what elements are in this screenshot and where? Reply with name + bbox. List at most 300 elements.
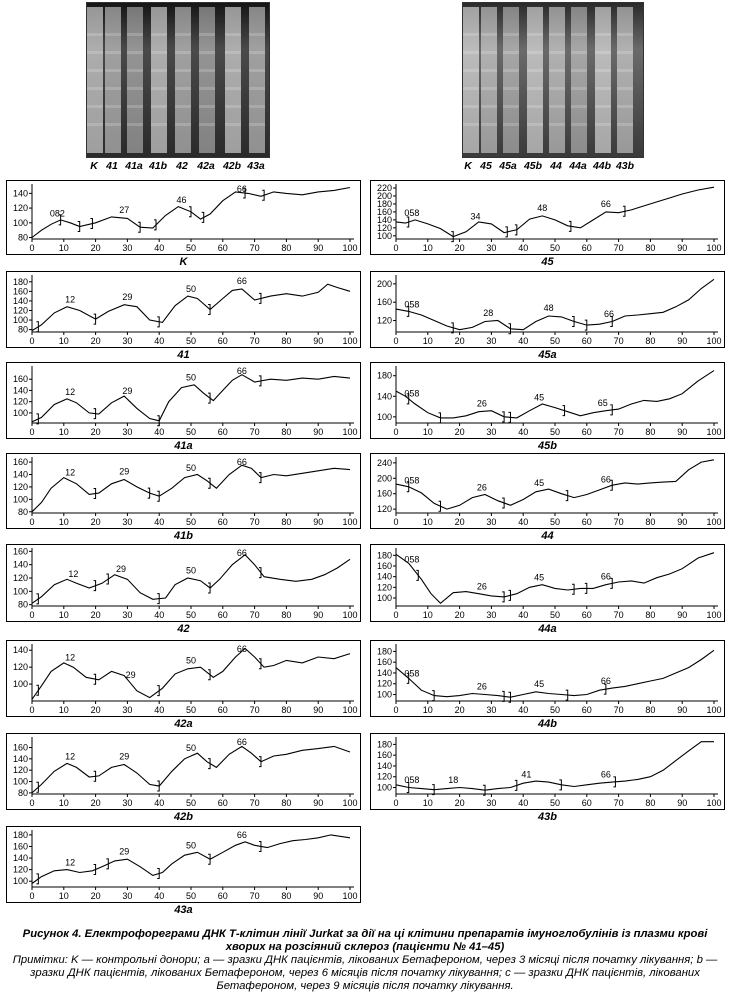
x-tick-label: 100 [706,243,722,253]
x-tick-label: 80 [645,705,656,715]
x-tick-label: 30 [122,891,133,901]
peak-label: 12 [65,467,76,478]
x-tick-label: 40 [154,427,165,437]
x-tick-label: 30 [486,798,497,808]
x-tick-label: 20 [90,610,101,620]
peak-label: 66 [600,198,611,209]
gel-band [617,87,633,90]
gel-band [549,105,565,108]
densitogram-45 [370,180,725,271]
caption-note: Примітки: K — контрольні донори; а — зразки ДНК пацієнтів, лікованих Бетафероном, через 3 місяці після початку лікування; b — зразки ДНК пацієнтів, лікованих Бетафероном, через 6 місяців після початку лікування; c — зразки ДНК пацієнтів, лікованих Бетафероном, через 9 місяців після початку лікування. [12,954,718,992]
gel-band [175,123,191,126]
gel-band [249,33,265,36]
gel-lane [595,7,611,153]
gel-band [127,51,143,54]
x-tick-label: 50 [549,427,561,437]
x-tick-label: 20 [454,336,465,346]
x-tick-label: 10 [422,243,433,253]
x-tick-label: 70 [613,705,624,715]
x-tick-label: 50 [185,798,197,808]
gel-lane [151,7,167,153]
x-tick-label: 60 [581,427,592,437]
gel-band [571,105,587,108]
x-tick-label: 80 [645,243,656,253]
peak-label: 66 [236,644,247,654]
y-tick-label: 120 [12,481,28,492]
x-tick-label: 100 [706,336,722,346]
gel-band [527,105,543,108]
gel-band [199,51,215,54]
gel-band [595,123,611,126]
x-tick-label: 100 [342,610,358,620]
x-tick-label: 80 [645,798,656,808]
gel-band [249,123,265,126]
gel-band [595,69,611,72]
x-tick-label: 0 [29,891,35,901]
peak-label: 29 [119,466,130,477]
chart-xlabel: 41b [174,530,193,542]
densitogram-44b [370,640,725,733]
gel-band [481,87,497,90]
chart-svg [6,544,361,622]
x-tick-label: 40 [518,610,529,620]
x-tick-label: 10 [58,798,69,808]
y-tick-label: 160 [12,546,28,557]
x-tick-label: 70 [613,243,624,253]
peak-label: 66 [236,548,247,558]
peak-label: 66 [236,737,247,747]
peak-label: 058 [404,668,420,679]
y-tick-label: 160 [12,742,28,753]
peak-label: 12 [65,751,76,762]
gel-band [175,51,191,54]
peak-label: 26 [476,581,487,592]
densitogram-45a [370,271,725,364]
x-tick-label: 90 [677,517,688,527]
gel-band [151,87,167,90]
x-tick-label: 80 [645,610,656,620]
x-tick-label: 10 [58,891,69,901]
x-tick-label: 0 [393,610,399,620]
y-tick-label: 100 [12,876,28,887]
x-tick-label: 60 [581,336,592,346]
y-tick-label: 120 [376,315,392,326]
y-tick-label: 160 [376,488,392,499]
peak-label: 058 [404,554,420,565]
chart-svg [6,180,361,255]
densitogram-41 [6,271,361,364]
x-tick-label: 50 [549,517,561,527]
y-tick-label: 100 [376,411,392,422]
densitogram-42 [6,544,361,638]
gel-image-right [462,2,644,158]
x-tick-label: 80 [645,427,656,437]
y-tick-label: 180 [376,198,392,209]
x-tick-label: 40 [154,798,165,808]
lane-label: 42 [176,160,188,172]
gel-band [87,87,103,90]
y-tick-label: 120 [12,396,28,407]
x-tick-label: 70 [249,610,260,620]
gel-band [199,123,215,126]
peak-label: 18 [448,775,459,786]
gel-band [175,105,191,108]
gel-band [463,87,479,90]
gel-lane [87,7,103,153]
x-tick-label: 90 [313,243,324,253]
x-tick-label: 90 [313,798,324,808]
gel-left-svg [87,3,269,157]
gel-lane [481,7,497,153]
lane-label: 41a [125,160,143,172]
x-tick-label: 40 [518,798,529,808]
x-tick-label: 50 [185,891,197,901]
y-tick-label: 200 [376,190,392,201]
x-tick-label: 50 [549,705,561,715]
x-tick-label: 30 [486,336,497,346]
y-tick-label: 160 [376,657,392,668]
chart-svg [6,826,361,903]
gel-left-lane-labels [86,160,268,174]
lane-label: K [464,160,472,172]
gel-band [527,33,543,36]
peak-label: 058 [404,388,420,399]
x-tick-label: 80 [281,798,292,808]
x-tick-label: 100 [706,798,722,808]
x-tick-label: 100 [342,705,358,715]
y-tick-label: 100 [376,782,392,793]
y-tick-label: 180 [376,739,392,750]
x-tick-label: 90 [313,427,324,437]
x-tick-label: 40 [154,517,165,527]
y-tick-label: 120 [12,864,28,875]
y-tick-label: 100 [12,217,28,228]
peak-label: 29 [119,846,130,857]
densitogram-44 [370,453,725,545]
peak-label: 45 [534,572,545,583]
x-tick-label: 60 [217,517,228,527]
y-tick-label: 140 [12,645,28,656]
y-tick-label: 220 [376,182,392,193]
x-tick-label: 10 [58,517,69,527]
x-tick-label: 100 [706,610,722,620]
x-tick-label: 40 [518,705,529,715]
x-tick-label: 70 [249,798,260,808]
gel-band [87,123,103,126]
chart-xlabel: 45a [538,349,557,361]
peak-label: 058 [404,207,420,218]
peak-label: 46 [176,194,187,205]
x-tick-label: 0 [29,517,35,527]
x-tick-label: 30 [122,427,133,437]
x-tick-label: 0 [393,427,399,437]
gel-band [549,87,565,90]
gel-band [225,51,241,54]
y-tick-label: 100 [376,593,392,603]
gel-lane [617,7,633,153]
peak-label: 29 [122,292,133,303]
x-tick-label: 40 [154,610,165,620]
x-tick-label: 70 [249,891,260,901]
y-tick-label: 140 [376,571,392,582]
x-tick-label: 0 [393,705,399,715]
x-tick-label: 50 [549,798,561,808]
chart-svg [370,180,725,255]
gel-band [249,105,265,108]
x-tick-label: 70 [613,336,624,346]
x-tick-label: 20 [454,243,465,253]
peak-label: 27 [119,205,130,216]
x-tick-label: 0 [29,427,35,437]
x-tick-label: 20 [90,243,101,253]
x-tick-label: 20 [90,891,101,901]
gel-band [175,33,191,36]
y-tick-label: 140 [376,391,392,402]
chart-xlabel: K [179,256,188,268]
x-tick-label: 30 [486,427,497,437]
lane-label: 45 [480,160,492,172]
x-tick-label: 100 [342,891,358,901]
peak-label: 26 [476,398,487,409]
peak-label: 66 [236,366,247,376]
gel-band [503,87,519,90]
x-tick-label: 10 [422,517,433,527]
x-tick-label: 90 [677,427,688,437]
x-tick-label: 60 [217,798,228,808]
gel-lane [225,7,241,153]
gel-band [595,51,611,54]
y-tick-label: 140 [12,385,28,396]
x-tick-label: 80 [645,517,656,527]
x-tick-label: 40 [154,705,165,715]
y-tick-label: 100 [12,407,28,418]
x-tick-label: 50 [185,427,197,437]
x-tick-label: 30 [486,610,497,620]
gel-band [549,69,565,72]
gel-band [503,69,519,72]
x-tick-label: 50 [185,610,197,620]
y-tick-label: 120 [376,582,392,593]
y-tick-label: 160 [376,297,392,308]
chart-xlabel: 42a [174,718,193,730]
gel-lane [527,7,543,153]
gel-band [595,33,611,36]
x-tick-label: 60 [581,705,592,715]
densitogram-43a [6,826,361,919]
gel-band [105,69,121,72]
x-tick-label: 40 [518,517,529,527]
peak-label: 29 [116,564,127,574]
gel-band [463,123,479,126]
y-tick-label: 180 [376,550,392,561]
gel-band [503,123,519,126]
y-tick-label: 80 [17,324,28,335]
x-tick-label: 30 [122,705,133,715]
gel-band [225,105,241,108]
y-tick-label: 120 [12,203,28,214]
x-tick-label: 10 [58,705,69,715]
y-tick-label: 160 [12,374,28,385]
peak-label: 50 [185,655,197,666]
x-tick-label: 0 [29,243,35,253]
x-tick-label: 20 [454,610,465,620]
gel-band [617,105,633,108]
gel-right-svg [463,3,643,157]
gel-band [463,33,479,36]
gel-band [503,51,519,54]
x-tick-label: 60 [217,705,228,715]
peak-label: 12 [65,294,76,305]
x-tick-label: 0 [29,610,35,620]
x-tick-label: 90 [313,891,324,901]
gel-band [127,87,143,90]
x-tick-label: 100 [706,705,722,715]
x-tick-label: 40 [518,243,529,253]
gel-band [87,105,103,108]
x-tick-label: 30 [486,243,497,253]
densitogram-41b [6,453,361,545]
x-tick-label: 30 [486,517,497,527]
lane-label: 41b [148,160,168,172]
y-tick-label: 180 [376,370,392,381]
gel-band [199,69,215,72]
x-tick-label: 20 [454,705,465,715]
y-tick-label: 160 [12,457,28,468]
x-tick-label: 90 [313,517,324,527]
x-tick-label: 40 [154,243,165,253]
x-tick-label: 90 [313,610,324,620]
chart-svg [370,271,725,348]
x-tick-label: 0 [29,336,35,346]
x-tick-label: 20 [90,705,101,715]
gel-band [571,87,587,90]
gel-band [105,105,121,108]
y-tick-label: 120 [12,573,28,583]
y-tick-label: 100 [12,315,28,326]
y-tick-label: 140 [376,214,392,225]
y-tick-label: 180 [12,276,28,287]
x-tick-label: 0 [393,336,399,346]
x-tick-label: 90 [677,336,688,346]
gel-band [225,69,241,72]
figure-caption [4,928,726,993]
x-tick-label: 90 [313,336,324,346]
gel-band [87,33,103,36]
peak-label: 45 [534,392,545,403]
x-tick-label: 60 [581,798,592,808]
x-tick-label: 10 [422,610,433,620]
x-tick-label: 100 [342,336,358,346]
x-tick-label: 90 [677,705,688,715]
x-tick-label: 60 [217,427,228,437]
densitogram-K [6,180,361,271]
peak-label: 48 [537,202,548,213]
x-tick-label: 90 [677,610,688,620]
x-tick-label: 0 [29,705,35,715]
x-tick-label: 50 [549,336,561,346]
peak-label: 66 [236,275,247,286]
x-tick-label: 0 [393,798,399,808]
x-tick-label: 10 [58,243,69,253]
chart-xlabel: 45 [541,256,554,268]
x-tick-label: 20 [90,427,101,437]
gel-band [481,123,497,126]
y-tick-label: 140 [12,753,28,764]
y-tick-label: 160 [376,750,392,761]
y-tick-label: 80 [17,787,28,798]
chart-xlabel: 43b [538,811,557,823]
densitogram-44a [370,544,725,638]
x-tick-label: 40 [154,336,165,346]
chart-xlabel: 42b [174,811,193,823]
gel-band [481,69,497,72]
x-tick-label: 50 [185,243,197,253]
gel-lane [175,7,191,153]
peak-label: 12 [65,857,76,868]
gel-band [549,33,565,36]
x-tick-label: 40 [154,891,165,901]
x-tick-label: 100 [342,243,358,253]
peak-label: 66 [600,769,611,780]
peak-label: 66 [236,457,247,467]
x-tick-label: 50 [185,336,197,346]
gel-lane [571,7,587,153]
x-tick-label: 0 [393,243,399,253]
y-tick-label: 120 [376,222,392,233]
gel-band [527,87,543,90]
y-tick-label: 100 [12,586,28,597]
y-tick-label: 180 [12,829,28,840]
x-tick-label: 10 [422,336,433,346]
gel-lane [549,7,565,153]
chart-svg [6,271,361,348]
gel-band [151,105,167,108]
gel-band [225,123,241,126]
x-tick-label: 30 [122,610,133,620]
lane-label: K [90,160,98,172]
x-tick-label: 0 [393,517,399,527]
gel-band [105,33,121,36]
x-tick-label: 70 [249,427,260,437]
y-tick-label: 120 [376,678,392,689]
gel-band [463,51,479,54]
x-tick-label: 60 [581,517,592,527]
gel-band [571,33,587,36]
gel-band [225,87,241,90]
densitogram-43b [370,733,725,826]
gel-band [527,123,543,126]
peak-label: 50 [185,840,197,851]
gel-band [481,51,497,54]
peak-label: 50 [185,372,197,383]
gel-band [503,33,519,36]
gel-band [87,69,103,72]
x-tick-label: 60 [217,243,228,253]
gel-band [595,87,611,90]
gel-band [127,123,143,126]
gel-band [105,123,121,126]
y-tick-label: 120 [12,305,28,316]
gel-band [463,105,479,108]
x-tick-label: 70 [249,243,260,253]
lane-label: 41 [106,160,118,172]
gel-band [199,105,215,108]
x-tick-label: 100 [706,427,722,437]
y-tick-label: 120 [12,662,28,673]
peak-label: 082 [49,208,65,219]
gel-band [127,105,143,108]
peak-label: 29 [122,386,133,397]
